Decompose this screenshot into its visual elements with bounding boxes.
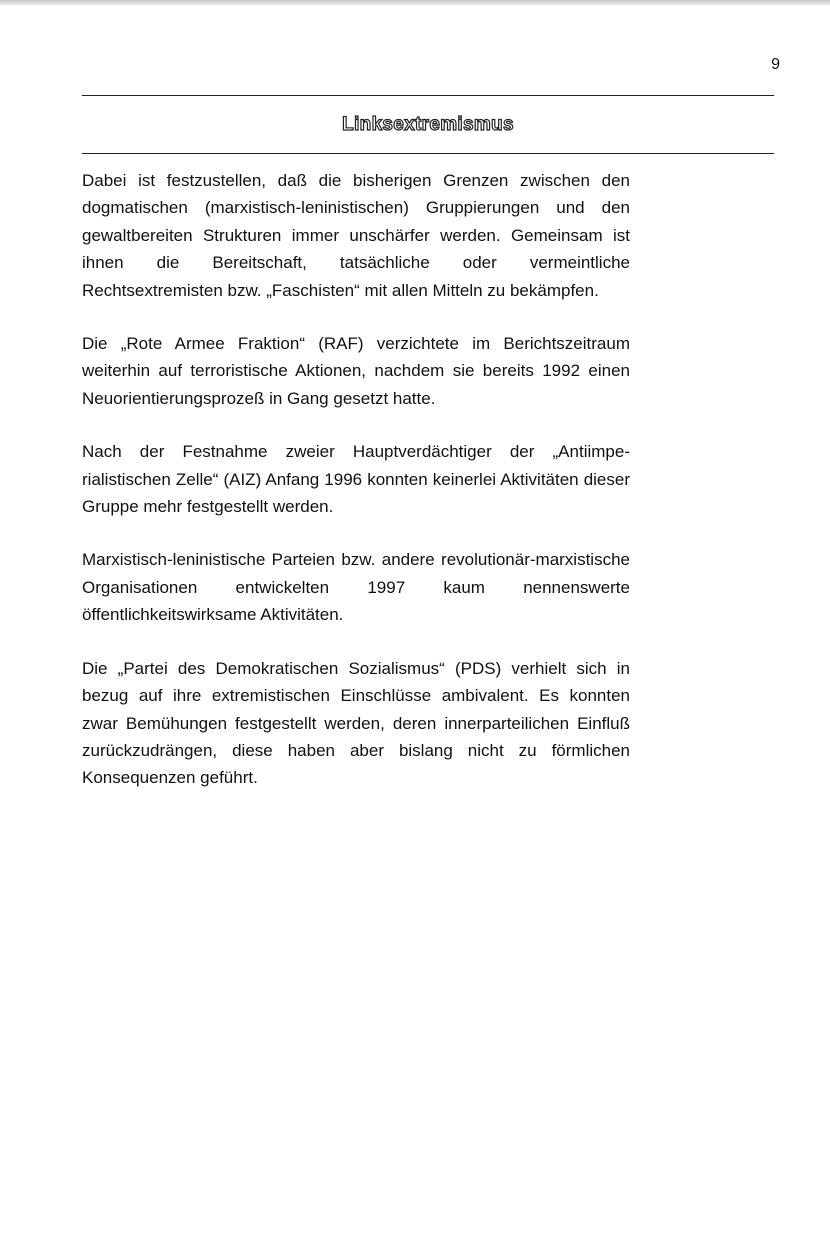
header-rule-top [82, 95, 774, 96]
paragraph-1: Dabei ist festzustellen, daß die bisherigen Grenzen zwischen den dogmatischen (marxistisch-leninistischen) Gruppierungen und den gewaltbereiten Strukturen immer unschärfer werden. Gemeinsam ist ihnen die Bereitschaft, tatsächliche oder vermeintliche Rechtsextremisten bzw. „Faschisten“ mit allen Mitteln zu bekämpfen. [82, 171, 630, 300]
header-rule-bottom [82, 153, 774, 154]
paragraph-3: Nach der Festnahme zweier Hauptverdächtiger der „Antiimperialistischen Zelle“ (AIZ) Anfang 1996 konnten keinerlei Aktivitäten dieser Gruppe mehr festgestellt werden. [82, 442, 630, 517]
paragraph-4: Marxistisch-leninistische Parteien bzw. andere revolutionär-marxistische Organisationen entwickelten 1997 kaum nennenswerte öffentlichkeitswirksame Aktivitäten. [82, 550, 630, 625]
page-title: Linksextremismus [342, 114, 514, 135]
paragraph-5: Die „Partei des Demokratischen Sozialismus“ (PDS) verhielt sich in bezug auf ihre extremistischen Einschlüsse ambivalent. Es konnten zwar Bemühungen festgestellt werden, deren innerparteilichen Einfluß zurückzudrängen, diese haben aber bislang nicht zu förmlichen Konsequenzen geführt. [82, 658, 630, 788]
paragraph-2: Die „Rote Armee Fraktion“ (RAF) verzichtete im Berichtszeitraum weiterhin auf terroristische Aktionen, nachdem sie bereits 1992 einen Neuorientierungsprozeß in Gang gesetzt hatte. [82, 334, 630, 408]
body-text [82, 167, 630, 818]
page-number: 9 [771, 56, 780, 73]
scan-edge [0, 0, 830, 5]
